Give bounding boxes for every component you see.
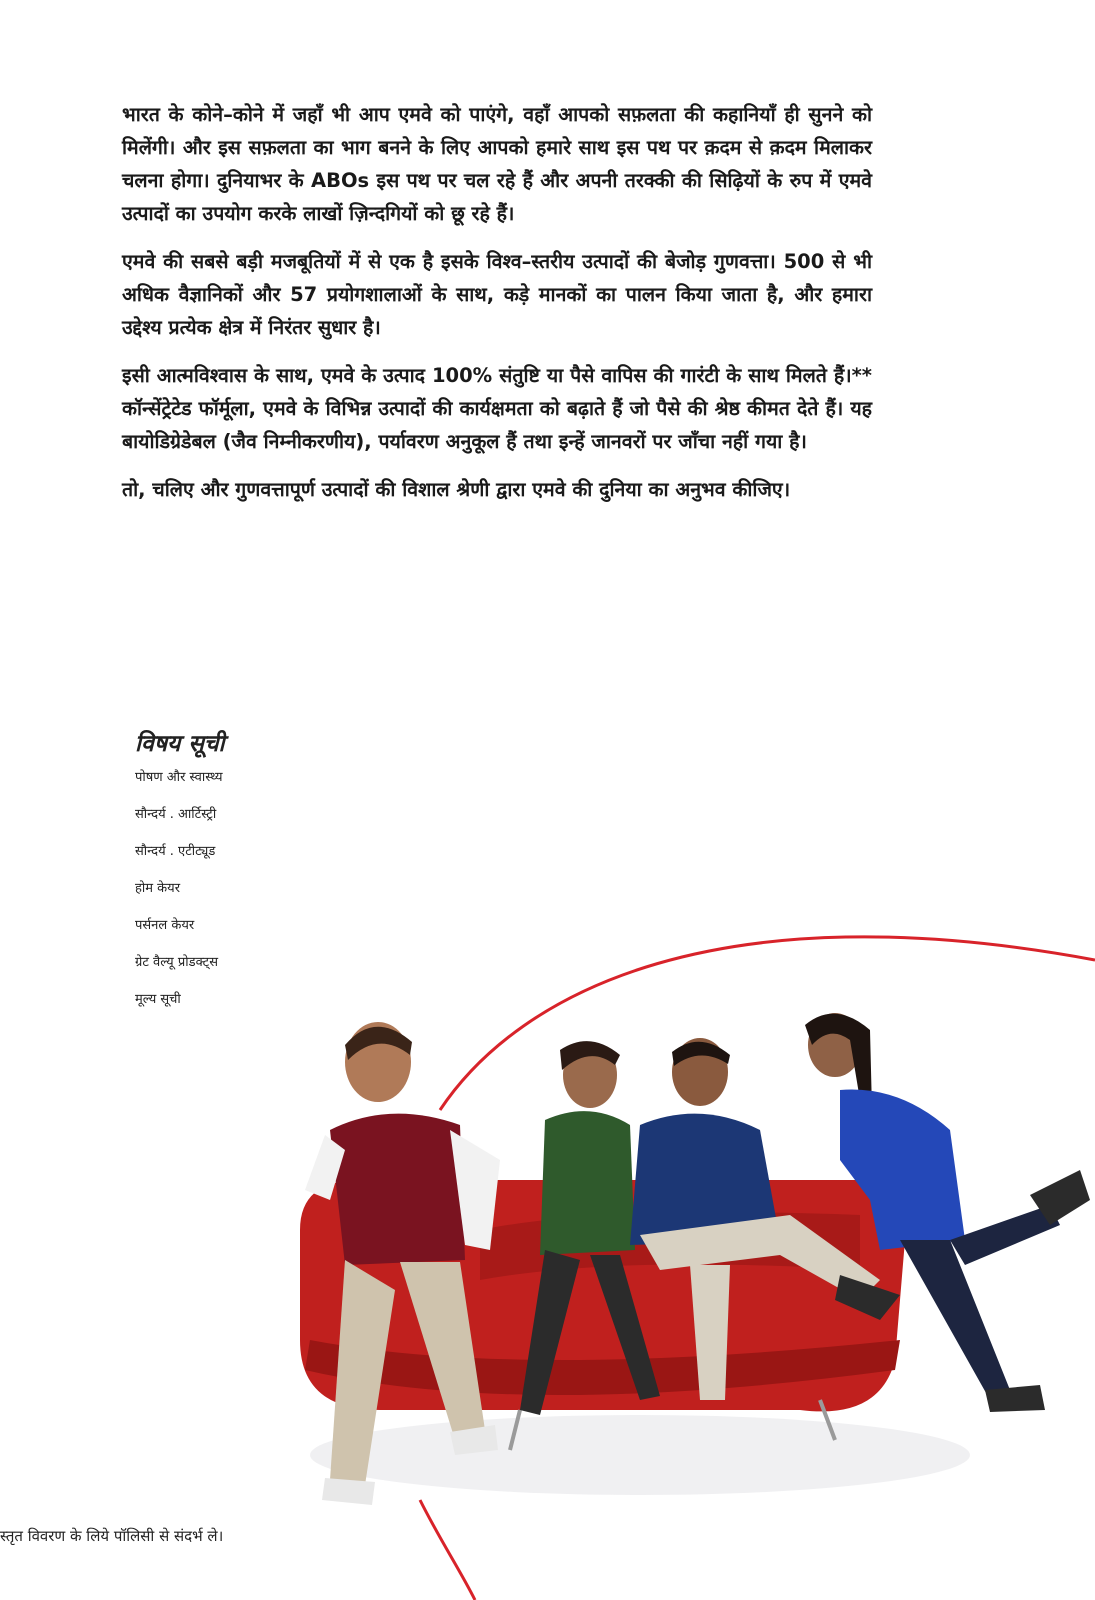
- paragraph-2: एमवे की सबसे बड़ी मजबूतियों में से एक है इसके विश्व–स्तरीय उत्पादों की बेजोड़ गुणवत्ता। 500 से भी अधिक वैज्ञानिकों और 57 प्रयोगशालाओं के साथ, कड़े मानकों का पालन किया जाता है, और हमारा उद्देश्य प्रत्येक क्षेत्र में निरंतर सुधार है।: [122, 250, 872, 339]
- toc-item-artistry[interactable]: सौन्दर्य . आर्टिस्ट्री: [135, 807, 217, 822]
- toc-item-price-list[interactable]: मूल्य सूची: [135, 992, 181, 1007]
- toc-list: [135, 770, 225, 1029]
- toc-item-personal-care[interactable]: पर्सनल केयर: [135, 918, 195, 933]
- toc-item-home-care[interactable]: होम केयर: [135, 881, 181, 896]
- intro-body-text: [122, 98, 872, 521]
- toc-item-attitude[interactable]: सौन्दर्य . एटीट्यूड: [135, 844, 216, 859]
- paragraph-1: भारत के कोने–कोने में जहाँ भी आप एमवे को पाएंगे, वहाँ आपको सफ़लता की कहानियाँ ही सुनने को मिलेंगी। और इस सफ़लता का भाग बनने के लिए आपको हमारे साथ इस पथ पर क़दम से क़दम मिलाकर चलना होगा। दुनियाभर के ABOs इस पथ पर चल रहे हैं और अपनी तरक्की की सिढ़ियों के रुप में एमवे उत्पादों का उपयोग करके लाखों ज़िन्दगियों को छू रहे हैं।: [122, 103, 872, 225]
- footnote: स्तृत विवरण के लिये पॉलिसी से संदर्भ ले।: [0, 1527, 224, 1545]
- toc-item-great-value[interactable]: ग्रेट वैल्यू प्रोडक्ट्स: [135, 955, 219, 970]
- toc-item-nutrition[interactable]: पोषण और स्वास्थ्य: [135, 770, 223, 785]
- table-of-contents: [135, 726, 225, 1029]
- toc-title: विषय सूची: [135, 730, 225, 757]
- red-arc-lower: [420, 1500, 475, 1600]
- paragraph-3: इसी आत्मविश्वास के साथ, एमवे के उत्पाद 100% संतुष्टि या पैसे वापिस की गारंटी के साथ मिलते हैं।** कॉन्सेंट्रेटेड फॉर्मूला, एमवे के विभिन्न उत्पादों की कार्यक्षमता को बढ़ाते हैं जो पैसे की श्रेष्ठ कीमत देते हैं। यह बायोडिग्रेडेबल (जैव निम्नीकरणीय), पर्यावरण अनुकूल हैं तथा इन्हें जानवरों पर जाँचा नहीं गया है।: [122, 364, 872, 453]
- paragraph-4: तो, चलिए और गुणवत्तापूर्ण उत्पादों की विशाल श्रेणी द्वारा एमवे की दुनिया का अनुभव कीजिए।: [122, 478, 791, 501]
- red-arc-decoration: [440, 937, 1095, 1110]
